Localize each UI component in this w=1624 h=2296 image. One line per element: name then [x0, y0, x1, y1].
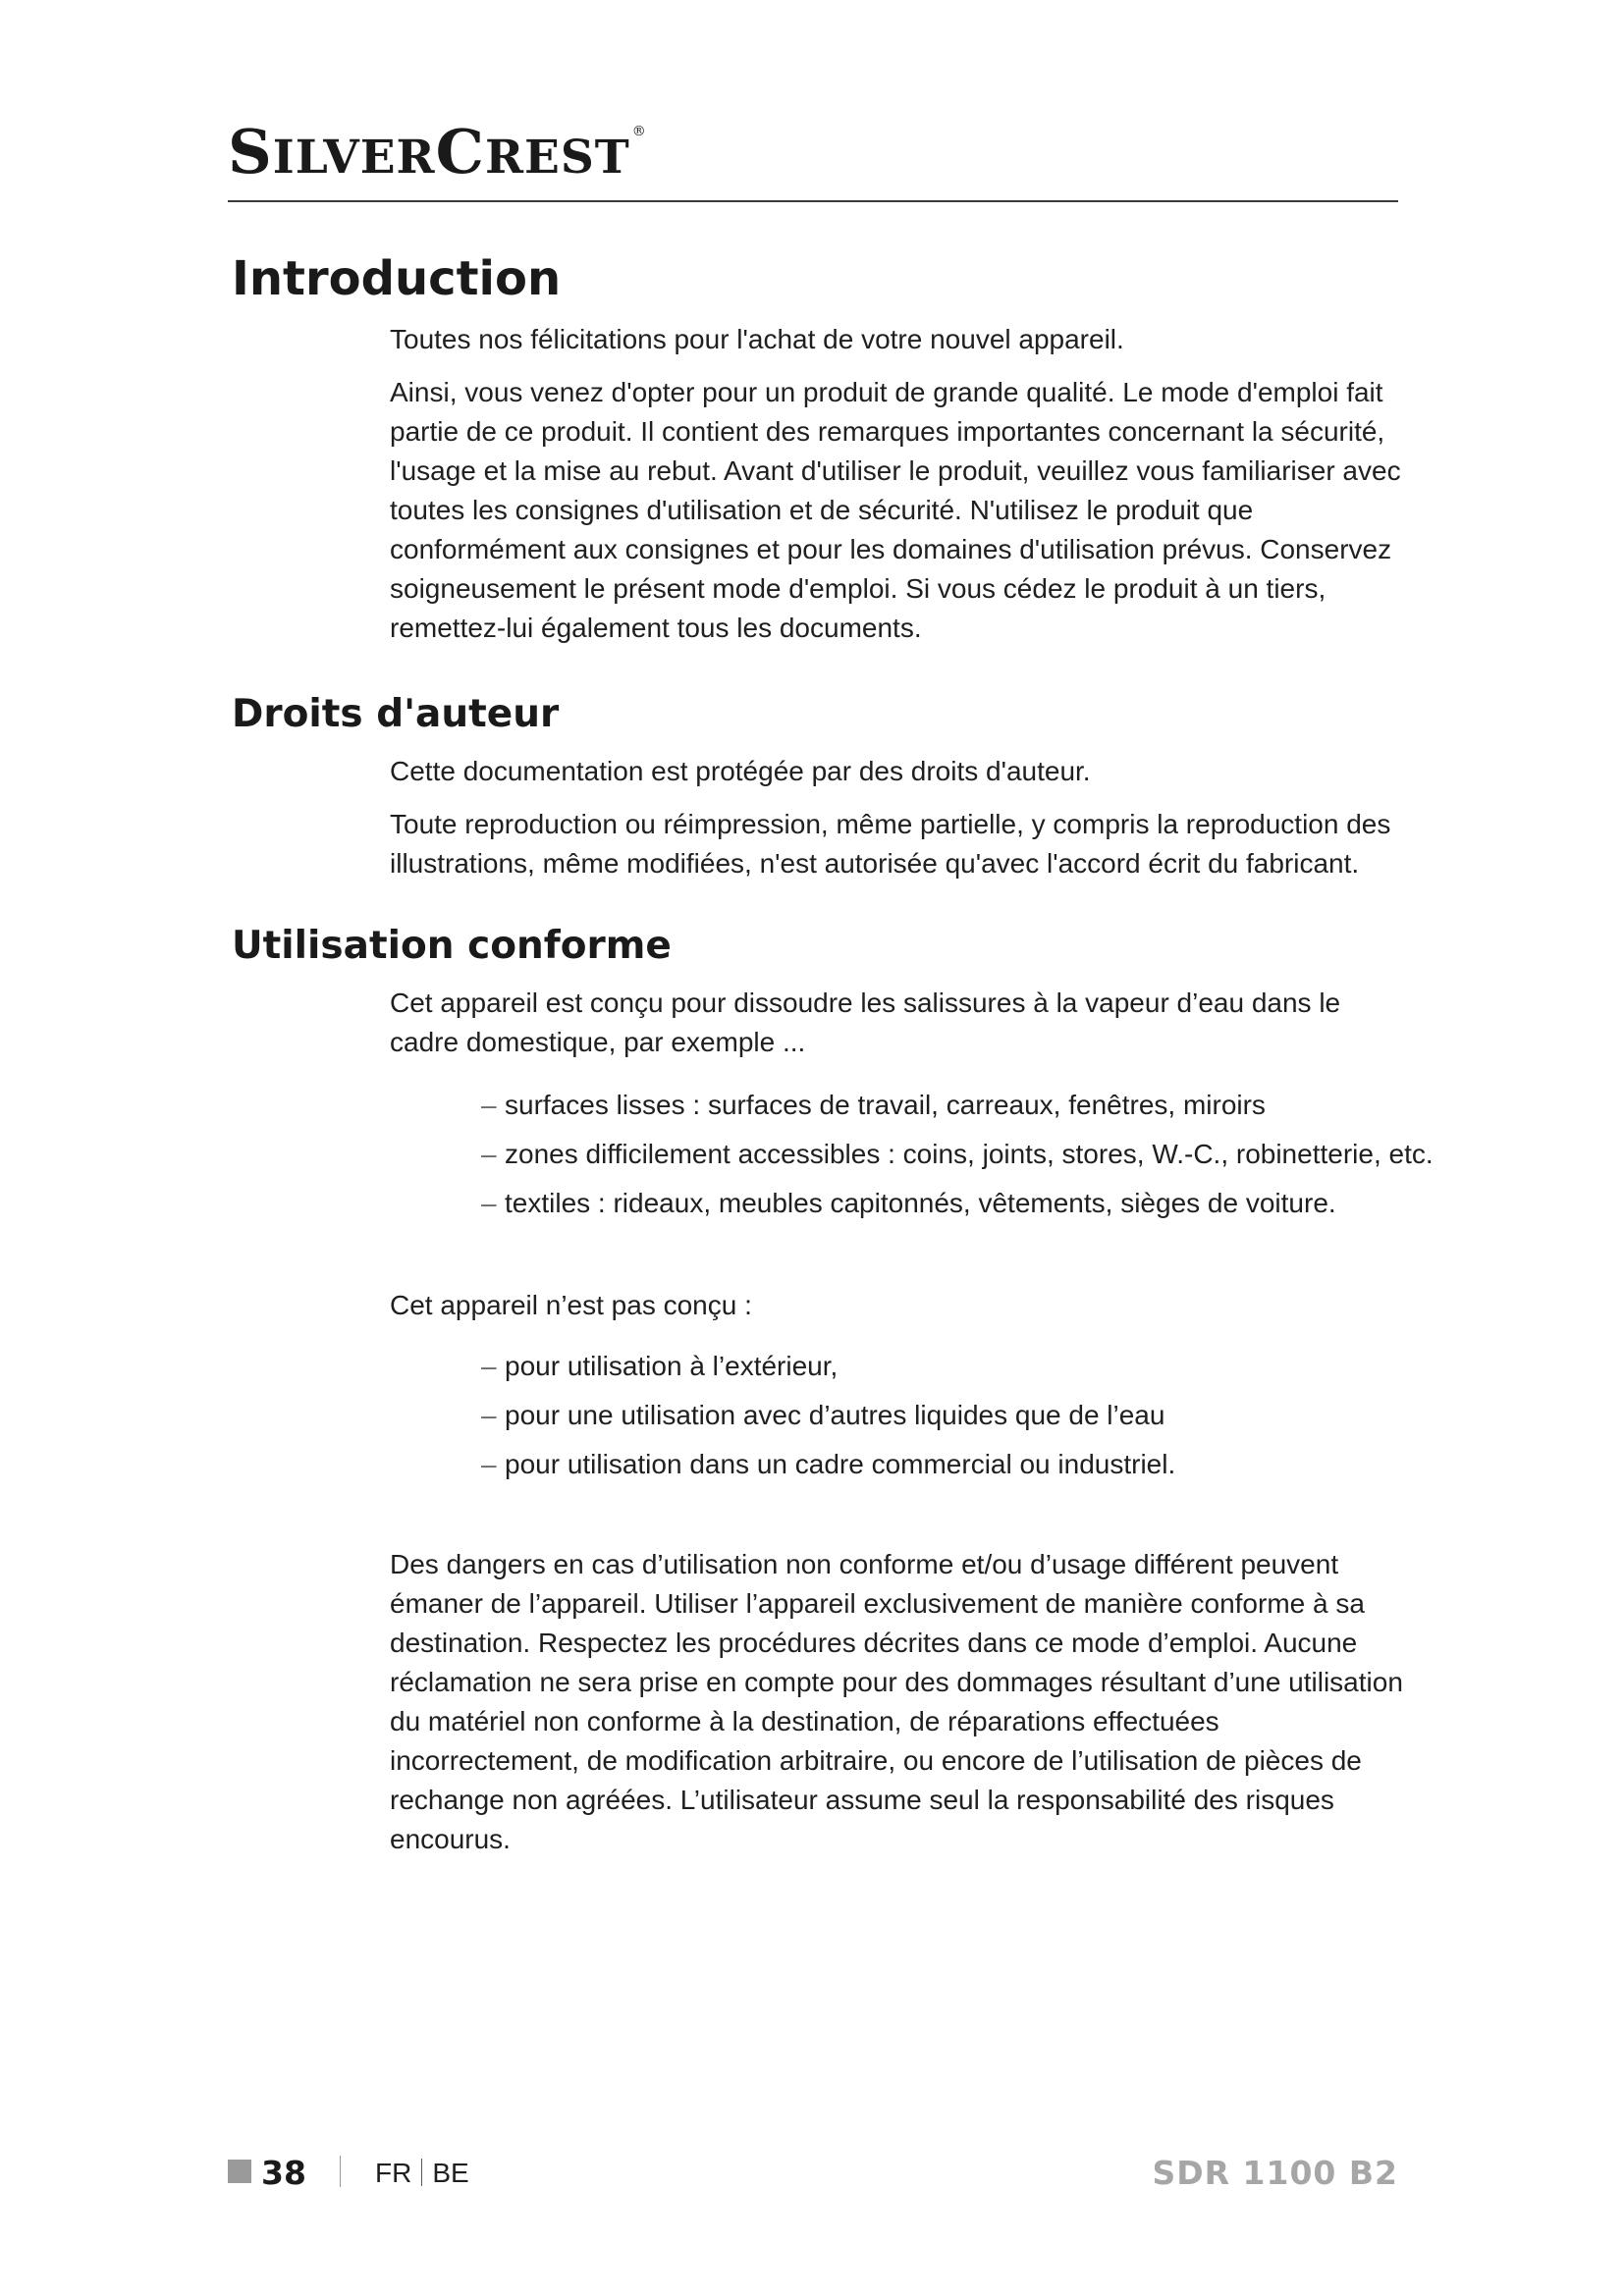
- brand-logo: [228, 116, 647, 187]
- list-item: – pour utilisation à l’extérieur,: [481, 1347, 1424, 1386]
- header-divider: [228, 200, 1398, 202]
- list-item: – zones difficilement accessibles : coins, joints, stores, W.-C., robinetterie, etc.: [481, 1135, 1424, 1174]
- list-dash: –: [481, 1449, 497, 1479]
- not-intended-intro: [390, 1286, 1411, 1325]
- introduction-paragraph: Ainsi, vous venez d'opter pour un produit de grande qualité. Le mode d'emploi fait partie de ce produit. Il contient des remarques importantes concernant la sécurité, l'usage et la mise au rebut. Avant d'utiliser le produit, veuillez vous familiariser avec toutes les consignes d'utilisation et de sécurité. N'utilisez le produit que conformément aux consignes et pour les domaines d'utilisation prévus. Conservez soigneusement le présent mode d'emploi. Si vous cédez le produit à un tiers, remettez-lui également tous les documents.: [390, 377, 1401, 643]
- warning-paragraph: Des dangers en cas d’utilisation non conforme et/ou d’usage différent peuvent émaner de l’appareil. Utiliser l’appareil exclusivement de manière conforme à sa destination. Respectez les procédures décrites dans ce mode d’emploi. Aucune réclamation ne sera prise en compte pour des dommages résultant d’une utilisation du matériel non conforme à la destination, de réparations effectuées incorrectement, de modification arbitraire, ou encore de l’utilisation de pièces de rechange non agréées. L’utilisateur assume seul la responsabilité des risques encourus.: [390, 1549, 1403, 1854]
- list-dash: –: [481, 1400, 497, 1430]
- list-dash: –: [481, 1139, 497, 1169]
- logo-letter: S: [228, 116, 273, 187]
- copyright-paragraph: Cette documentation est protégée par des droits d'auteur.: [390, 756, 1091, 786]
- language-be: BE: [432, 2158, 469, 2188]
- introduction-heading: Introduction: [232, 251, 562, 306]
- page-marker-icon: [228, 2160, 251, 2183]
- introduction-body: [390, 320, 1411, 648]
- list-item: – surfaces lisses : surfaces de travail, carreaux, fenêtres, miroirs: [481, 1086, 1424, 1125]
- list-item: – textiles : rideaux, meubles capitonnés, vêtements, sièges de voiture.: [481, 1184, 1424, 1223]
- copyright-paragraph: Toute reproduction ou réimpression, même partielle, y compris la reproduction des illustrations, même modifiées, n'est autorisée qu'avec l'accord écrit du fabricant.: [390, 809, 1391, 879]
- language-separator: [421, 2159, 422, 2186]
- logo-letter: C: [435, 116, 485, 187]
- registered-mark: ®: [631, 124, 647, 139]
- logo-text: REST: [484, 131, 630, 185]
- intended-uses-list: [481, 1086, 1434, 1233]
- footer-separator: [340, 2156, 341, 2187]
- list-item: – pour utilisation dans un cadre commercial ou industriel.: [481, 1445, 1424, 1484]
- model-number: SDR 1100 B2: [1152, 2154, 1398, 2192]
- list-dash: –: [481, 1351, 497, 1381]
- list-dash: –: [481, 1188, 497, 1218]
- list-dash: –: [481, 1090, 497, 1120]
- page-footer: [228, 2154, 1398, 2193]
- copyright-body: [390, 752, 1411, 883]
- intended-use-intro: [390, 984, 1411, 1062]
- logo-text: ILVER: [272, 131, 436, 185]
- page-number: 38: [261, 2154, 306, 2192]
- intended-use-paragraph: Cet appareil est conçu pour dissoudre les salissures à la vapeur d’eau dans le cadre domestique, par exemple ...: [390, 988, 1341, 1057]
- language-codes: [375, 2158, 469, 2189]
- not-intended-uses-list: [481, 1347, 1424, 1494]
- language-fr: FR: [375, 2158, 412, 2188]
- warning-body: [390, 1545, 1411, 1859]
- introduction-paragraph: Toutes nos félicitations pour l'achat de votre nouvel appareil.: [390, 324, 1124, 354]
- list-item: – pour une utilisation avec d’autres liquides que de l’eau: [481, 1396, 1424, 1435]
- not-intended-paragraph: Cet appareil n’est pas conçu :: [390, 1290, 752, 1320]
- copyright-heading: Droits d'auteur: [232, 692, 560, 736]
- intended-use-heading: Utilisation conforme: [232, 924, 672, 968]
